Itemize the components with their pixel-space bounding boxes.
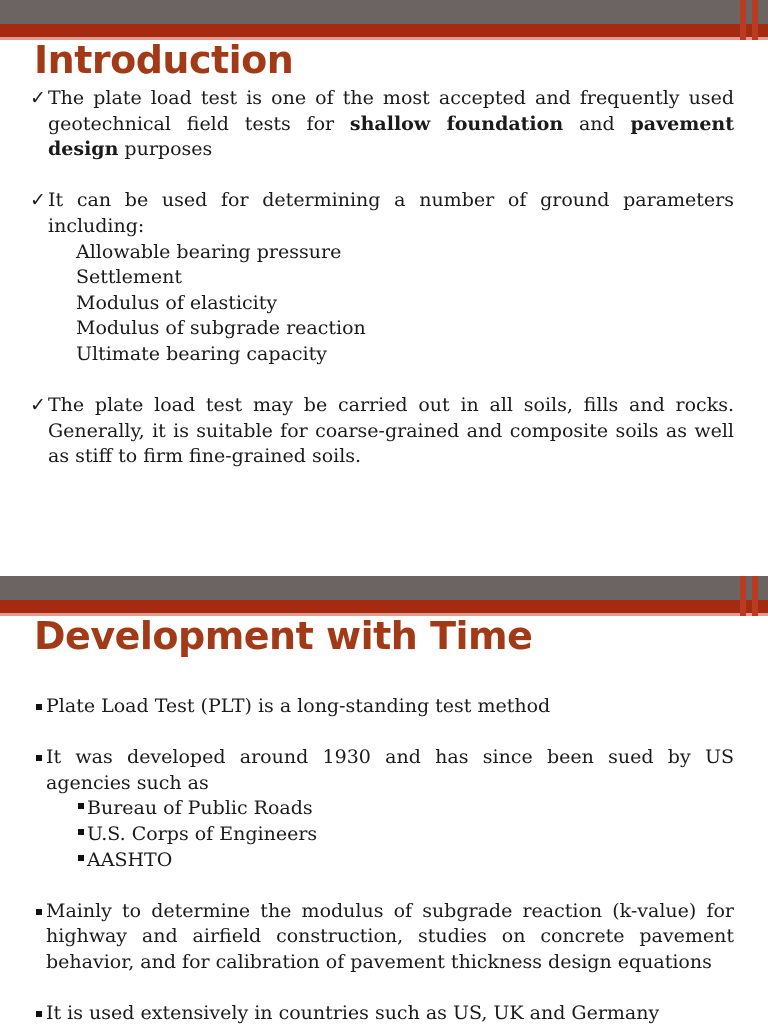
header-band-red	[0, 24, 768, 37]
bullet-text: It can be used for determining a number of ground parameters including:	[48, 189, 734, 237]
parameter-list	[30, 240, 734, 368]
bullet-item	[30, 188, 734, 239]
slide-body	[30, 86, 734, 470]
bullet-text: It is used extensively in countries such as US, UK and Germany	[46, 1002, 660, 1024]
bullet-item	[36, 694, 734, 720]
header-edge-stripe	[752, 576, 758, 616]
bullet-text: It was developed around 1930 and has since been sued by US agencies such as	[46, 746, 734, 794]
header-edge-stripe	[740, 576, 746, 616]
bold-term: shallow foundation	[349, 112, 564, 135]
agency-item: U.S. Corps of Engineers	[78, 822, 734, 848]
bullet-text: Mainly to determine the modulus of subgrade reaction (k-value) for highway and airfield construction, studies on concrete pavement behavior, and for calibration of pavement thickness design equations	[46, 899, 734, 973]
bullet-text: Plate Load Test (PLT) is a long-standing test method	[46, 695, 551, 717]
header-band-gray	[0, 0, 768, 24]
square-bullet-icon	[36, 704, 42, 710]
agency-item: AASHTO	[78, 848, 734, 874]
slide-body	[36, 694, 734, 1024]
parameter-item: Modulus of elasticity	[76, 291, 278, 314]
bold-term: pavement design	[48, 112, 734, 161]
bullet-text: and	[563, 112, 631, 135]
parameter-item: Allowable bearing pressure	[76, 240, 342, 263]
slide-title: Development with Time	[34, 614, 533, 658]
bullet-text: purposes	[118, 138, 213, 161]
check-icon: ✓	[30, 394, 46, 417]
bullet-item	[36, 1001, 734, 1024]
header-edge-stripe	[752, 0, 758, 40]
bullet-text: The plate load test is one of the most accepted and frequently used geotechnical field tests for	[48, 87, 734, 135]
slide-title: Introduction	[34, 38, 294, 82]
square-bullet-icon	[36, 755, 42, 761]
header-edge-stripe	[740, 0, 746, 40]
parameter-item: Settlement	[76, 266, 182, 289]
bullet-item	[36, 899, 734, 976]
square-bullet-icon	[78, 829, 84, 835]
square-bullet-icon	[36, 1011, 42, 1017]
check-icon: ✓	[30, 87, 46, 109]
bullet-item	[30, 393, 734, 470]
bullet-text: The plate load test may be carried out in all soils, fills and rocks. Generally, it is suitable for coarse-grained and composite soils as well as stiff to firm fine-grained soils.	[48, 394, 734, 468]
slide-development-with-time	[0, 512, 768, 1024]
header-band-red	[0, 600, 768, 613]
square-bullet-icon	[78, 803, 84, 809]
header-band-gray	[0, 576, 768, 600]
check-icon: ✓	[30, 189, 46, 212]
parameter-item: Ultimate bearing capacity	[76, 342, 327, 365]
agency-item: Bureau of Public Roads	[78, 796, 734, 822]
agency-list	[36, 796, 734, 873]
square-bullet-icon	[78, 855, 84, 861]
square-bullet-icon	[36, 909, 42, 915]
bullet-item	[30, 86, 734, 163]
parameter-item: Modulus of subgrade reaction	[76, 317, 366, 340]
bullet-item	[36, 745, 734, 796]
